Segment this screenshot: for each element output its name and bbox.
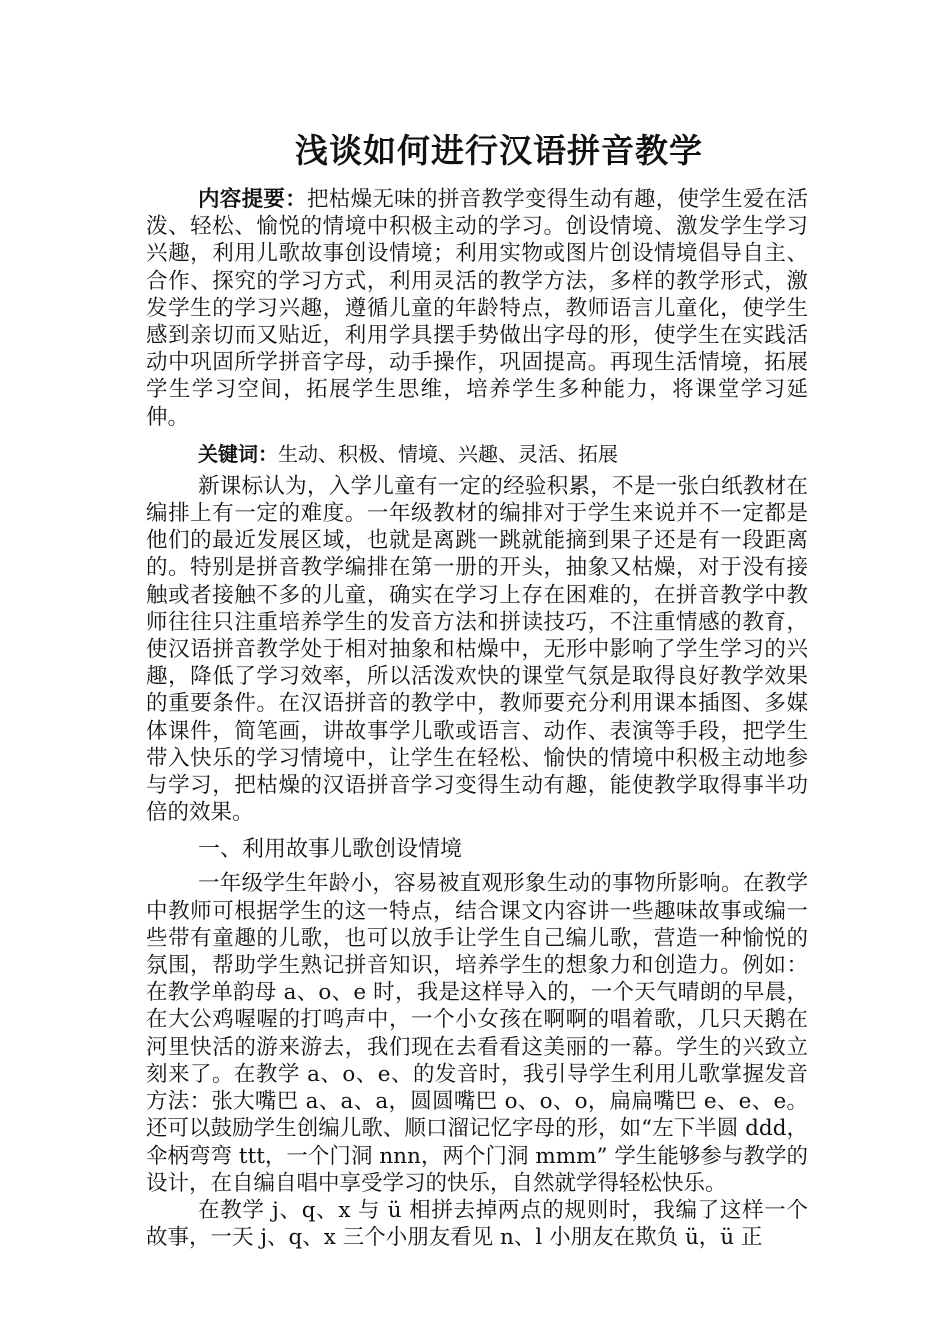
keywords-label: 关键词： bbox=[198, 441, 278, 466]
section-1-heading: 一、利用故事儿歌创设情境 bbox=[198, 837, 463, 863]
keywords-line bbox=[146, 439, 808, 469]
document-title: 浅谈如何进行汉语拼音教学 bbox=[295, 131, 703, 170]
abstract-paragraph bbox=[146, 186, 808, 431]
abstract-text: 把枯燥无味的拼音教学变得生动有趣，使学生爱在活泼、轻松、愉悦的情境中积极主动的学习。创设情境、激发学生学习兴趣，利用儿歌故事创设情境；利用实物或图片创设情境倡导自主、合作、探究的学习方式，利用灵活的教学方法，多样的教学形式，激发学生的学习兴趣，遵循儿童的年龄特点，教师语言儿童化，使学生感到亲切而又贴近，利用学具摆手势做出字母的形，使学生在实践活动中巩固所学拼音字母，动手操作，巩固提高。再现生活情境，拓展学生学习空间，拓展学生思维，培养学生多种能力，将课堂学习延伸。 bbox=[146, 187, 808, 430]
abstract-label: 内容提要： bbox=[198, 187, 307, 212]
keywords-text: 生动、积极、情境、兴趣、灵活、拓展 bbox=[278, 441, 618, 466]
section-1-paragraph-1: 一年级学生年龄小，容易被直观形象生动的事物所影响。在教学中教师可根据学生的这一特点，结合课文内容讲一些趣味故事或编一些带有童趣的儿歌，也可以放手让学生自己编儿歌，营造一种愉悦的氛围，帮助学生熟记拼音知识，培养学生的想象力和创造力。例如：在教学单韵母 a、o、e 时，我是这样导入的，一个天气晴朗的早晨，在大公鸡喔喔的打鸣声中，一个小女孩在啊啊的唱着歌，几只天鹅在河里快活的游来游去，我们现在去看看这美丽的一幕。学生的兴致立刻来了。在教学 a、o、e、的发音时，我引导学生利用儿歌掌握发音方法：张大嘴巴 a、a、a，圆圆嘴巴 o、o、o，扁扁嘴巴 e、e、e。还可以鼓励学生创编儿歌、顺口溜记忆字母的形，如“左下半圆 ddd，伞柄弯弯 ttt，一个门洞 nnn，两个门洞 mmm” 学生能够参与教学的设计，在自编自唱中享受学习的快乐，自然就学得轻松快乐。 bbox=[146, 871, 808, 1196]
document-page bbox=[146, 128, 808, 1251]
section-1-paragraph-2: 在教学 j、q、x 与 ü 相拼去掉两点的规则时，我编了这样一个故事，一天 j、q、x 三个小朋友看见 n、l 小朋友在欺负 ü，ü 正 bbox=[146, 1197, 808, 1251]
intro-paragraph: 新课标认为，入学儿童有一定的经验积累，不是一张白纸教材在编排上有一定的难度。一年级教材的编排对于学生来说并不一定都是他们的最近发展区域，也就是离跳一跳就能摘到果子还是有一段距离的。特别是拼音教学编排在第一册的开头，抽象又枯燥，对于没有接触或者接触不多的儿童，确实在学习上存在困难的，在拼音教学中教师往往只注重培养学生的发音方法和拼读技巧，不注重情感的教育，使汉语拼音教学处于相对抽象和枯燥中，无形中影响了学生学习的兴趣，降低了学习效率，所以活泼欢快的课堂气氛是取得良好教学效果的重要条件。在汉语拼音的教学中，教师要充分利用课本插图、多媒体课件，简笔画，讲故事学儿歌或语言、动作、表演等手段，把学生带入快乐的学习情境中，让学生在轻松、愉快的情境中积极主动地参与学习，把枯燥的汉语拼音学习变得生动有趣，能使教学取得事半功倍的效果。 bbox=[146, 473, 808, 826]
